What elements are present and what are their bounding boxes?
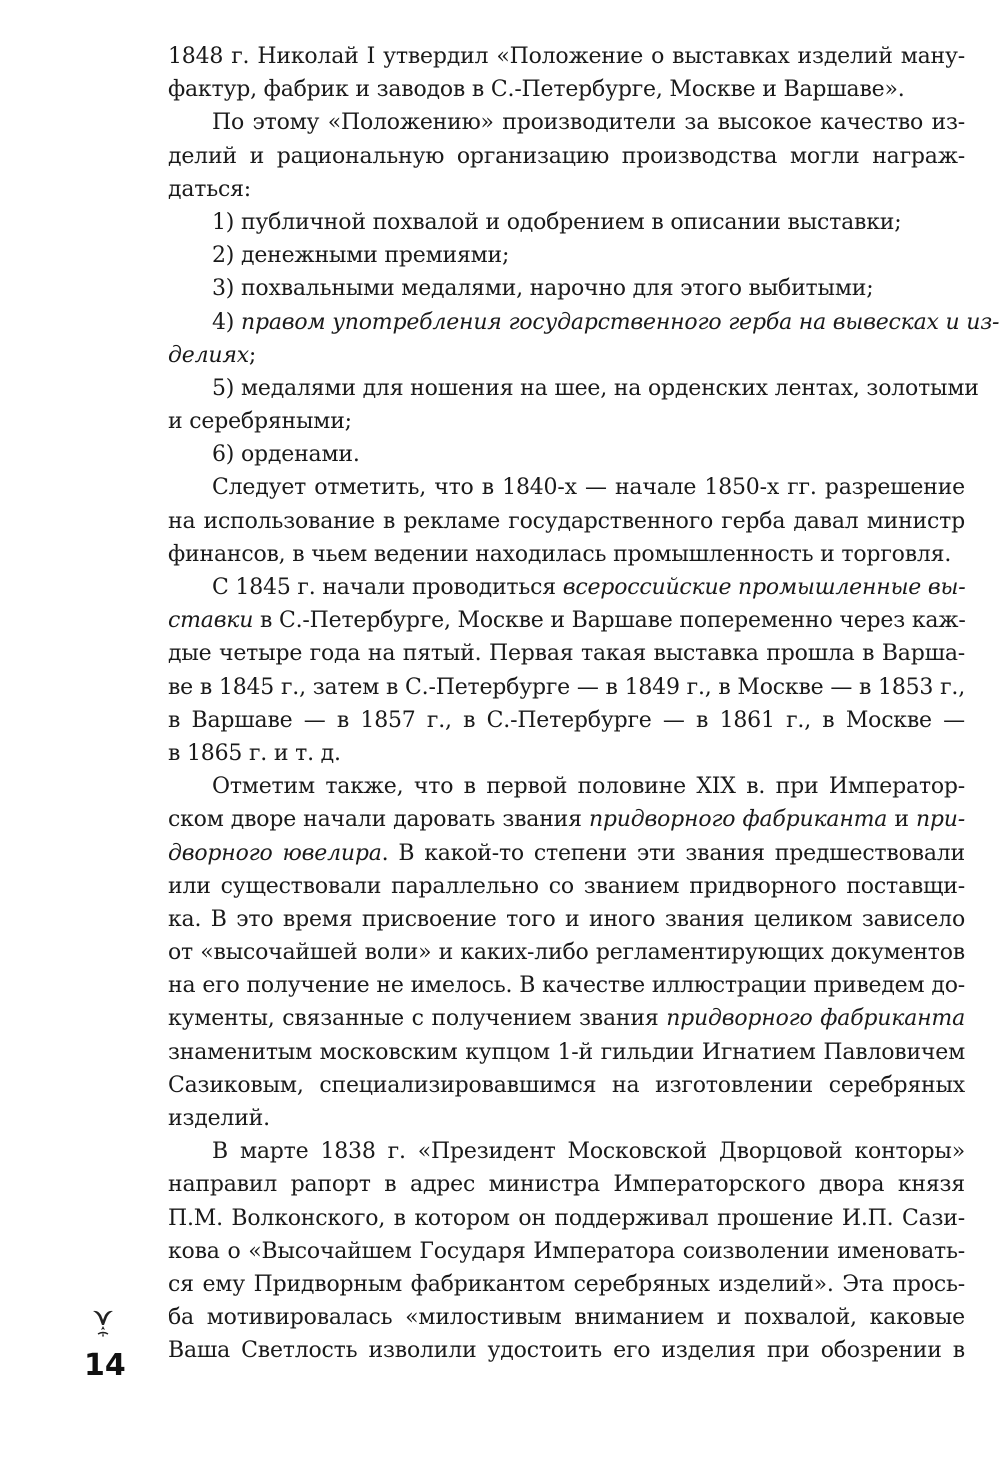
italic-text: делиях [168, 342, 249, 368]
text-line [168, 239, 965, 272]
text-segment: даться: [168, 176, 252, 202]
text-line [168, 1135, 965, 1168]
text-segment: Следует отметить, что в 1840-х — начале 1850-х гг. разрешение [212, 475, 965, 501]
text-segment: от «высочайшей воли» и каких-либо регламентирующих документов [168, 940, 965, 966]
text-segment: направил рапорт в адрес министра Императорского двора князя [168, 1172, 965, 1198]
text-line [168, 637, 965, 670]
text-segment: 1) публичной похвалой и одобрением в описании выставки; [212, 209, 902, 235]
text-line [168, 405, 965, 438]
text-segment: ве в 1845 г., затем в С.-Петербурге — в 1849 г., в Москве — в 1853 г., [168, 674, 965, 700]
text-segment: По этому «Положению» производители за высокое качество из- [212, 110, 965, 136]
text-segment: 2) денежными премиями; [212, 243, 510, 269]
text-line [168, 471, 965, 504]
text-segment: изделий. [168, 1106, 270, 1131]
page-number: 14 [84, 1348, 126, 1383]
text-segment: ся ему Придворным фабрикантом серебряных изделий». Эта прось- [168, 1271, 965, 1297]
italic-text: правом употребления государственного герба на вывесках и из- [240, 309, 1000, 335]
text-line [168, 272, 965, 305]
text-line [168, 505, 965, 538]
text-segment: знаменитым московским купцом 1-й гильдии Игнатием Павловичем [168, 1039, 965, 1065]
text-segment: и [887, 807, 916, 833]
text-line [168, 1069, 965, 1102]
text-line [168, 1002, 965, 1035]
text-line [168, 40, 965, 73]
text-segment: в 1865 г. и т. д. [168, 740, 341, 766]
text-line [168, 1268, 965, 1301]
text-line [168, 604, 965, 637]
text-segment: 6) орденами. [212, 442, 360, 468]
text-segment: В марте 1838 г. «Президент Московской Дворцовой конторы» [212, 1139, 965, 1165]
text-line [168, 803, 965, 836]
text-line [168, 936, 965, 969]
text-line [168, 704, 965, 737]
text-segment: Сазиковым, специализировавшимся на изготовлении серебряных [168, 1072, 965, 1098]
text-line [168, 140, 965, 173]
text-line [168, 206, 965, 239]
text-line [168, 1334, 965, 1367]
text-segment: 3) похвальными медалями, нарочно для этого выбитыми; [212, 276, 874, 302]
text-segment: кументы, связанные с получением звания [168, 1006, 667, 1032]
text-segment: 1848 г. Николай I утвердил «Положение о выставках изделий ману- [168, 44, 965, 69]
text-line [168, 969, 965, 1002]
italic-text: придворного фабриканта [666, 1006, 965, 1032]
text-line [168, 571, 965, 604]
text-segment: Ваша Светлость изволили удостоить его изделия при обозрении в [168, 1338, 965, 1364]
text-segment: делий и рациональную организацию производства могли награж- [168, 143, 965, 169]
text-segment: на использование в рекламе государственного герба давал министр [168, 508, 965, 534]
text-line [168, 1168, 965, 1201]
text-line [168, 737, 965, 770]
text-segment: на его получение не имелось. В качестве иллюстрации приведем до- [168, 973, 965, 999]
text-segment: дые четыре года на пятый. Первая такая выставка прошла в Варша- [168, 641, 965, 667]
fleuron-icon [88, 1306, 118, 1342]
text-segment: фактур, фабрик и заводов в С.-Петербурге, Москве и Варшаве». [168, 77, 905, 103]
text-line [168, 106, 965, 139]
italic-text: дворного ювелира [168, 840, 382, 866]
text-line [168, 306, 1000, 339]
text-segment: 4) [212, 309, 241, 335]
text-segment: в С.-Петербурге, Москве и Варшаве попеременно через каж- [253, 608, 966, 634]
text-segment: ; [248, 342, 257, 368]
text-segment: и серебряными; [168, 409, 352, 435]
italic-text: всероссийские промышленные вы- [562, 575, 966, 600]
text-line [168, 1301, 965, 1334]
text-segment: в Варшаве — в 1857 г., в С.-Петербурге — в 1861 г., в Москве — [168, 707, 965, 733]
text-segment: ба мотивировалась «милостивым вниманием и похвалой, каковые [168, 1305, 965, 1331]
text-line [168, 1102, 965, 1135]
text-line [168, 870, 965, 903]
text-line [168, 73, 965, 106]
text-line [168, 1036, 965, 1069]
text-line [168, 1202, 965, 1235]
text-line [168, 538, 965, 571]
text-segment: ка. В это время присвоение того и иного звания целиком зависело [168, 906, 965, 932]
text-line [168, 770, 965, 803]
text-segment: кова о «Высочайшем Государя Императора соизволении именовать- [168, 1238, 965, 1264]
italic-text: ставки [168, 608, 254, 634]
text-line [168, 1235, 965, 1268]
text-segment: или существовали параллельно со званием придворного поставщи- [168, 873, 965, 899]
italic-text: при- [915, 807, 965, 833]
text-segment: . В какой-то степени эти звания предшествовали [381, 840, 965, 866]
body-text [168, 40, 1000, 1368]
italic-text: придворного фабриканта [588, 807, 888, 833]
text-line [168, 438, 965, 471]
text-segment: финансов, в чьем ведении находилась промышленность и торговля. [168, 541, 952, 567]
text-line [168, 903, 965, 936]
text-line [168, 372, 979, 405]
text-line [168, 173, 965, 206]
text-segment: Отметим также, что в первой половине XIX в. при Император- [212, 774, 965, 800]
text-line [168, 837, 965, 870]
text-segment: ском дворе начали даровать звания [168, 807, 589, 833]
text-segment: 5) медалями для ношения на шее, на орденских лентах, золотыми [212, 375, 979, 401]
text-line [168, 339, 965, 372]
text-segment: С 1845 г. начали проводиться [212, 575, 563, 600]
text-segment: П.М. Волконского, в котором он поддерживал прошение И.П. Сази- [168, 1205, 965, 1231]
text-line [168, 671, 965, 704]
